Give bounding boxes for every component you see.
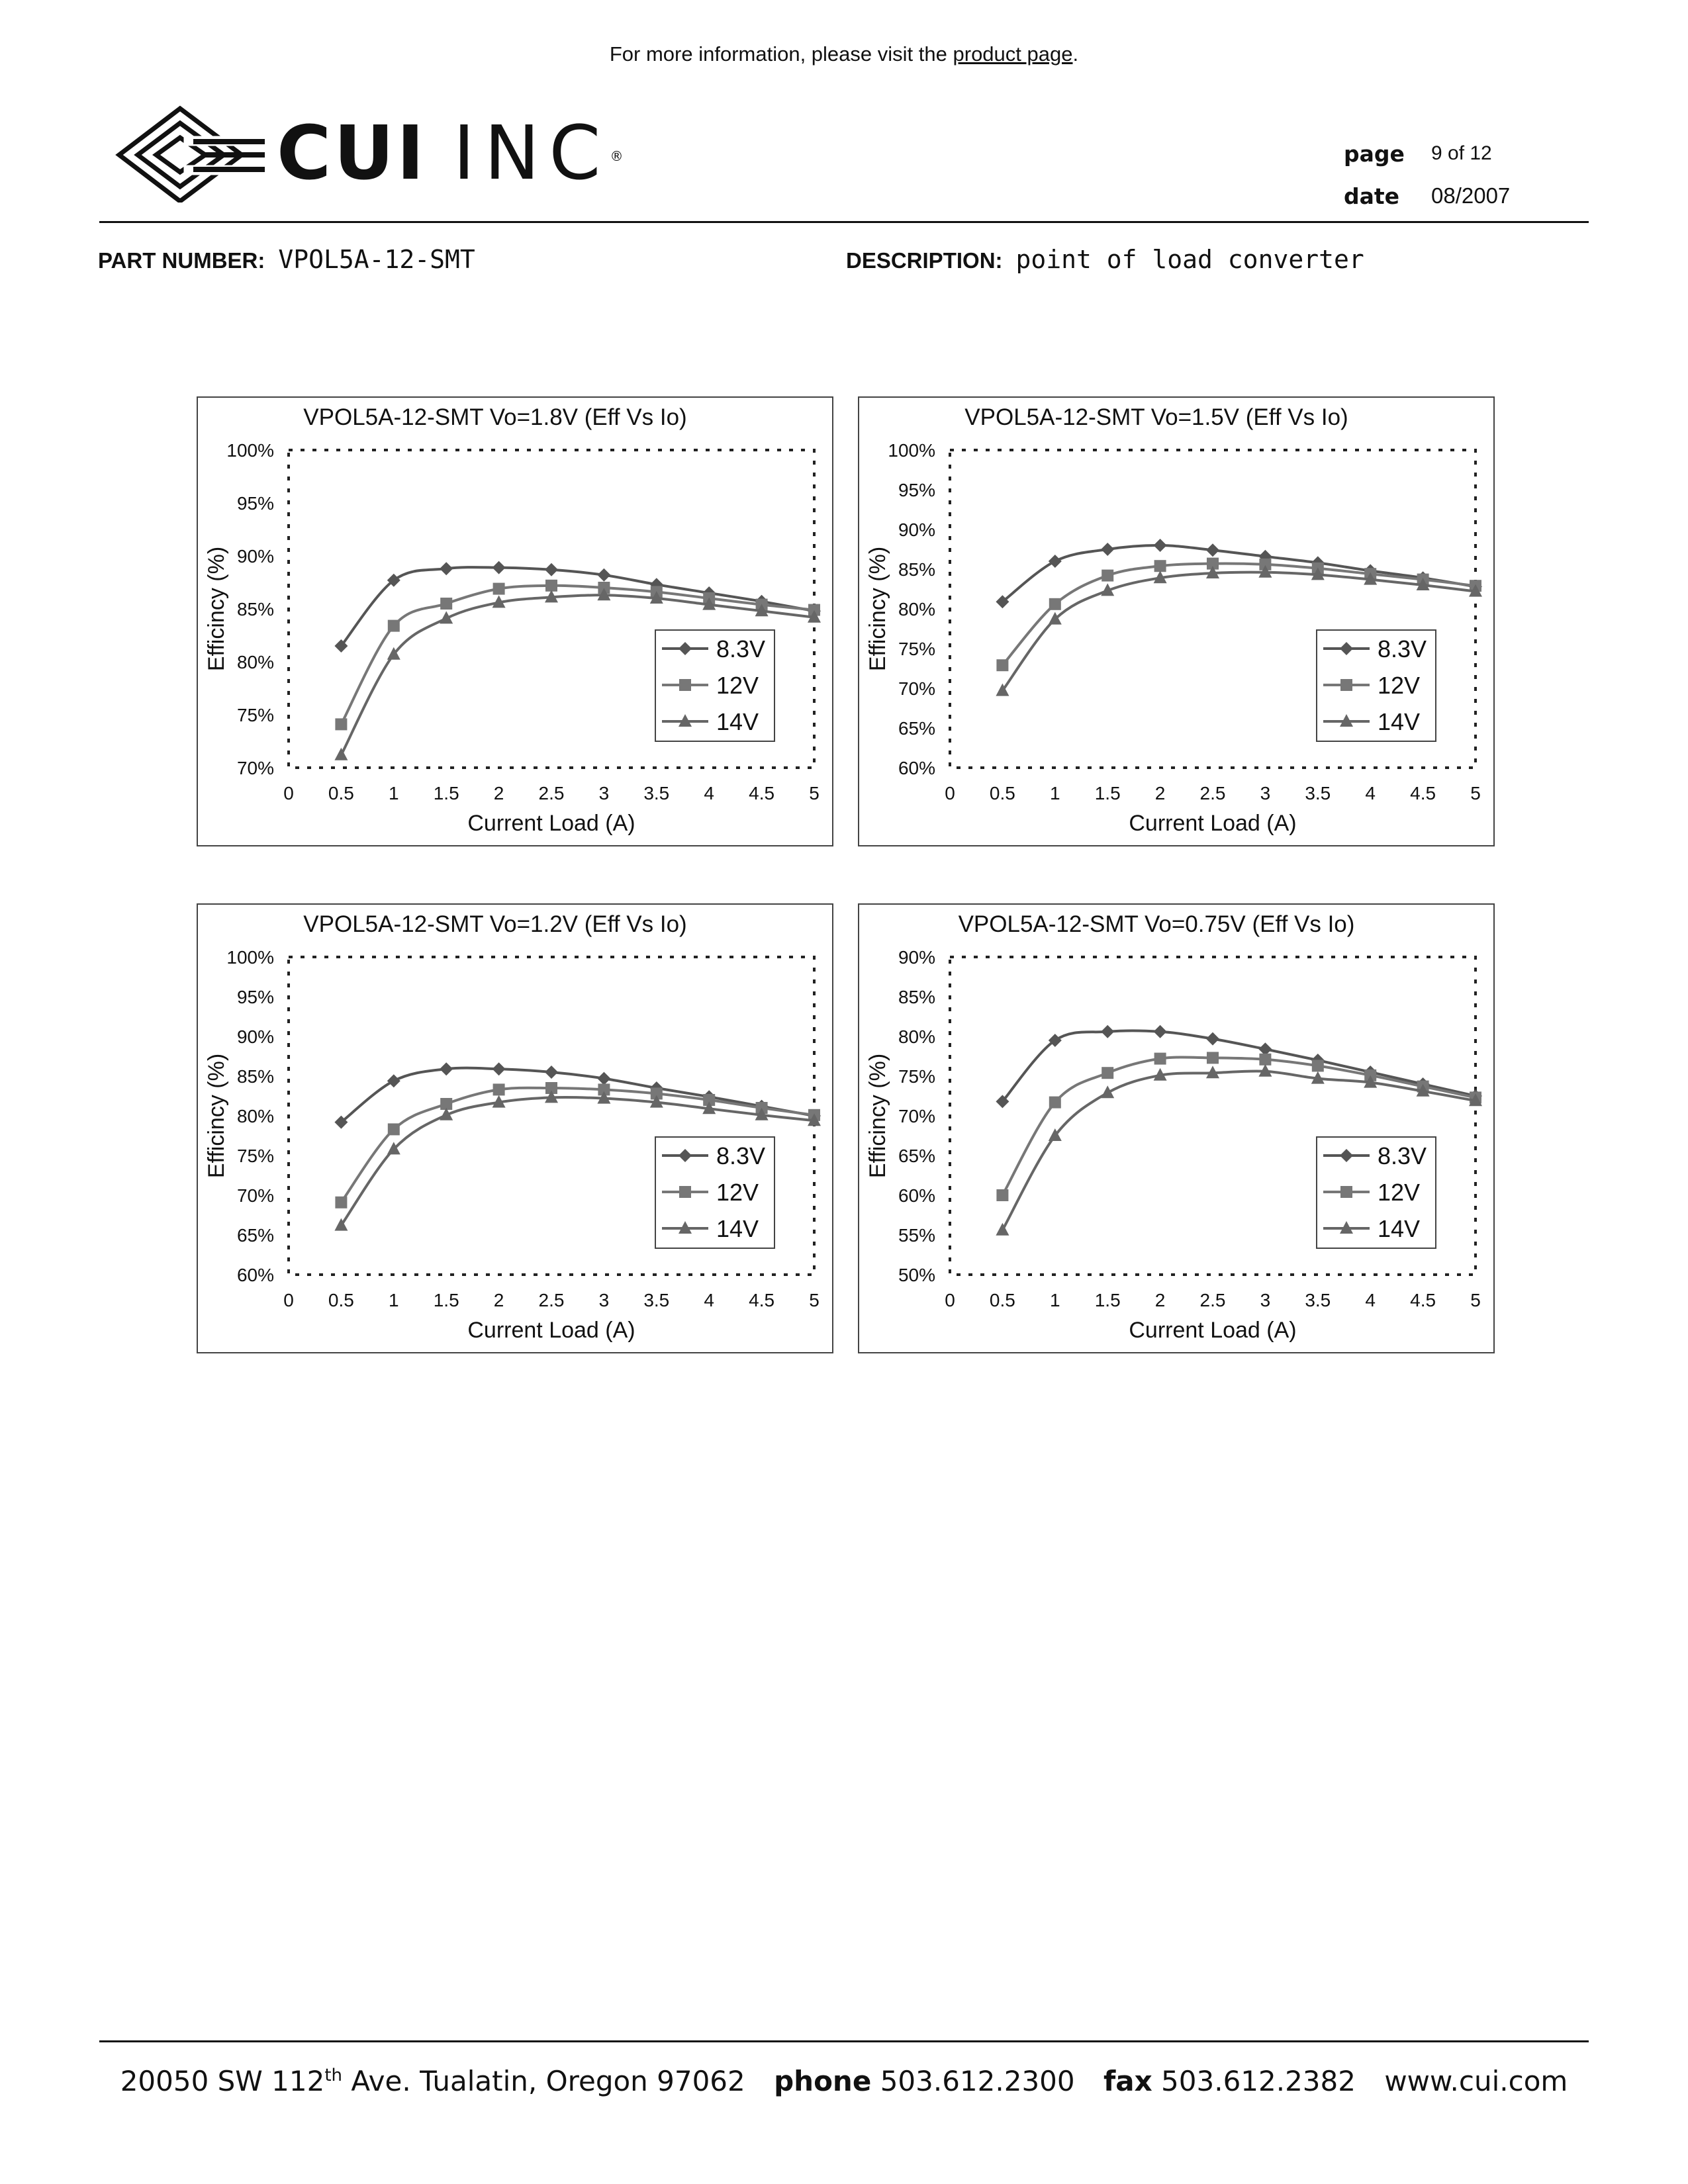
- brand-bold: CUI: [277, 111, 427, 197]
- x-tick-label: 2.5: [538, 1290, 565, 1310]
- x-tick-label: 4.5: [1410, 783, 1436, 803]
- chart-4: [859, 904, 1494, 1353]
- x-tick-label: 0: [945, 783, 955, 803]
- x-tick-label: 3: [598, 783, 610, 803]
- data-point: [1340, 1186, 1352, 1198]
- x-tick-label: 1: [389, 783, 399, 803]
- footer-city: Ave. Tualatin, Oregon 97062: [351, 2065, 745, 2097]
- x-axis-label: Current Load (A): [1129, 811, 1297, 836]
- y-tick-label: 85%: [236, 599, 274, 619]
- date-label: date: [1344, 183, 1400, 209]
- x-tick-label: 4: [1365, 1290, 1376, 1310]
- chart-title: VPOL5A-12-SMT Vo=0.75V (Eff Vs Io): [958, 911, 1355, 937]
- y-tick-label: 65%: [236, 1225, 274, 1246]
- legend: [655, 630, 774, 741]
- legend-label: 8.3V: [716, 1142, 766, 1169]
- y-tick-label: 100%: [226, 947, 274, 968]
- legend-label: 12V: [1378, 672, 1421, 699]
- y-axis-label: Efficincy (%): [865, 1053, 890, 1179]
- x-tick-label: 4.5: [749, 783, 775, 803]
- date-value: 08/2007: [1431, 183, 1511, 208]
- info-text: For more information, please visit the: [609, 42, 947, 66]
- x-tick-label: 1.5: [1094, 783, 1121, 803]
- y-tick-label: 55%: [898, 1225, 935, 1246]
- y-tick-label: 75%: [236, 705, 274, 725]
- chart-1: [197, 397, 833, 846]
- x-tick-label: 0.5: [989, 783, 1015, 803]
- data-point: [679, 1186, 691, 1198]
- data-point: [996, 659, 1008, 671]
- y-tick-label: 70%: [898, 1106, 935, 1126]
- y-axis-label: Efficincy (%): [865, 546, 890, 672]
- x-tick-label: 0.5: [989, 1290, 1015, 1310]
- y-tick-label: 60%: [898, 758, 935, 778]
- y-tick-label: 75%: [236, 1146, 274, 1166]
- legend-label: 12V: [716, 1179, 759, 1206]
- x-tick-label: 2: [1154, 783, 1166, 803]
- x-tick-label: 5: [1470, 1290, 1481, 1310]
- data-point: [1154, 560, 1166, 572]
- x-tick-label: 3: [598, 1290, 610, 1310]
- y-tick-label: 80%: [898, 599, 935, 619]
- y-tick-label: 70%: [898, 678, 935, 699]
- data-point: [1154, 1053, 1166, 1065]
- chart-3: [197, 904, 833, 1353]
- footer-phone: 503.612.2300: [880, 2065, 1075, 2097]
- x-tick-label: 4: [704, 1290, 714, 1310]
- x-tick-label: 0.5: [328, 783, 354, 803]
- x-tick-label: 4.5: [1410, 1290, 1436, 1310]
- part-number-value: VPOL5A-12-SMT: [278, 245, 475, 274]
- legend-label: 12V: [716, 672, 759, 699]
- x-tick-label: 1: [389, 1290, 399, 1310]
- x-tick-label: 0.5: [328, 1290, 354, 1310]
- x-tick-label: 0: [283, 783, 294, 803]
- legend-label: 14V: [716, 708, 759, 735]
- data-point: [1049, 1097, 1061, 1109]
- legend-label: 8.3V: [1378, 635, 1427, 662]
- x-tick-label: 2: [1154, 1290, 1166, 1310]
- data-point: [1312, 1060, 1324, 1071]
- legend-label: 14V: [716, 1215, 759, 1242]
- x-axis-label: Current Load (A): [467, 1318, 635, 1343]
- x-tick-label: 2.5: [538, 783, 565, 803]
- product-page-link[interactable]: product page: [953, 42, 1073, 66]
- chart-frame: [859, 397, 1494, 846]
- y-tick-label: 95%: [236, 987, 274, 1007]
- data-point: [1049, 598, 1061, 610]
- x-tick-label: 2: [493, 783, 504, 803]
- data-point: [996, 1189, 1008, 1201]
- legend: [655, 1137, 774, 1248]
- legend-label: 8.3V: [716, 635, 766, 662]
- part-number-label: PART NUMBER:: [98, 248, 265, 273]
- x-tick-label: 3.5: [1305, 783, 1331, 803]
- y-tick-label: 60%: [236, 1265, 274, 1285]
- y-tick-label: 75%: [898, 1066, 935, 1087]
- y-tick-label: 85%: [898, 987, 935, 1007]
- page-label: page: [1344, 140, 1405, 167]
- y-axis-label: Efficincy (%): [204, 1053, 229, 1179]
- y-tick-label: 70%: [236, 758, 274, 778]
- legend-label: 14V: [1378, 708, 1421, 735]
- footer-address: [0, 2065, 1688, 2097]
- x-tick-label: 0: [283, 1290, 294, 1310]
- y-tick-label: 95%: [898, 480, 935, 500]
- data-point: [440, 598, 452, 610]
- x-tick-label: 4.5: [749, 1290, 775, 1310]
- x-tick-label: 1.5: [1094, 1290, 1121, 1310]
- brand-light: INC: [453, 111, 610, 197]
- data-point: [1207, 1052, 1219, 1064]
- y-tick-label: 80%: [236, 652, 274, 672]
- data-point: [1102, 570, 1113, 582]
- data-point: [1259, 1054, 1271, 1066]
- legend-label: 12V: [1378, 1179, 1421, 1206]
- data-point: [1340, 679, 1352, 691]
- registered-mark: ®: [610, 148, 626, 164]
- footer-fax-label: fax: [1103, 2065, 1152, 2097]
- chart-frame: [197, 904, 833, 1353]
- y-tick-label: 80%: [898, 1026, 935, 1047]
- footer-rule: [99, 2040, 1589, 2042]
- footer-phone-label: phone: [774, 2065, 872, 2097]
- x-tick-label: 4: [1365, 783, 1376, 803]
- x-tick-label: 2.5: [1199, 1290, 1226, 1310]
- data-point: [388, 620, 400, 632]
- x-tick-label: 5: [809, 783, 820, 803]
- data-point: [679, 679, 691, 691]
- y-tick-label: 95%: [236, 493, 274, 514]
- chart-title: VPOL5A-12-SMT Vo=1.5V (Eff Vs Io): [964, 404, 1348, 430]
- chart-frame: [859, 904, 1494, 1353]
- x-tick-label: 3.5: [643, 783, 670, 803]
- y-tick-label: 90%: [236, 1026, 274, 1047]
- data-point: [493, 583, 505, 595]
- x-axis-label: Current Load (A): [1129, 1318, 1297, 1343]
- x-tick-label: 3.5: [1305, 1290, 1331, 1310]
- chart-2: [859, 397, 1494, 846]
- y-tick-label: 90%: [898, 520, 935, 540]
- x-tick-label: 3.5: [643, 1290, 670, 1310]
- y-tick-label: 100%: [226, 440, 274, 461]
- data-point: [335, 1197, 347, 1208]
- x-tick-label: 5: [1470, 783, 1481, 803]
- legend-label: 14V: [1378, 1215, 1421, 1242]
- chart-frame: [197, 397, 833, 846]
- data-point: [335, 718, 347, 730]
- y-tick-label: 90%: [898, 947, 935, 968]
- legend-label: 8.3V: [1378, 1142, 1427, 1169]
- x-tick-label: 2.5: [1199, 783, 1226, 803]
- y-tick-label: 65%: [898, 1146, 935, 1166]
- y-tick-label: 65%: [898, 718, 935, 739]
- y-tick-label: 90%: [236, 546, 274, 567]
- y-tick-label: 85%: [236, 1066, 274, 1087]
- legend: [1317, 630, 1436, 741]
- x-tick-label: 3: [1260, 783, 1271, 803]
- y-tick-label: 80%: [236, 1106, 274, 1126]
- y-tick-label: 75%: [898, 639, 935, 659]
- footer-street-sup: th: [324, 2066, 343, 2085]
- description-label: DESCRIPTION:: [846, 248, 1003, 273]
- y-tick-label: 70%: [236, 1185, 274, 1206]
- footer-web[interactable]: www.cui.com: [1384, 2065, 1568, 2097]
- page-value: 9 of 12: [1431, 142, 1492, 164]
- y-tick-label: 100%: [888, 440, 935, 461]
- x-tick-label: 1: [1050, 1290, 1060, 1310]
- data-point: [388, 1123, 400, 1135]
- x-tick-label: 3: [1260, 1290, 1271, 1310]
- data-point: [545, 580, 557, 592]
- chart-title: VPOL5A-12-SMT Vo=1.8V (Eff Vs Io): [303, 404, 687, 430]
- x-tick-label: 2: [493, 1290, 504, 1310]
- x-tick-label: 5: [809, 1290, 820, 1310]
- x-tick-label: 4: [704, 783, 714, 803]
- x-tick-label: 1.5: [433, 1290, 459, 1310]
- y-tick-label: 50%: [898, 1265, 935, 1285]
- y-axis-label: Efficincy (%): [204, 546, 229, 672]
- x-tick-label: 1: [1050, 783, 1060, 803]
- y-tick-label: 85%: [898, 559, 935, 580]
- info-end: .: [1072, 42, 1079, 66]
- footer-street: 20050 SW 112: [120, 2065, 325, 2097]
- x-tick-label: 0: [945, 1290, 955, 1310]
- x-axis-label: Current Load (A): [467, 811, 635, 836]
- chart-title: VPOL5A-12-SMT Vo=1.2V (Eff Vs Io): [303, 911, 687, 937]
- y-tick-label: 60%: [898, 1185, 935, 1206]
- data-point: [493, 1083, 505, 1095]
- x-tick-label: 1.5: [433, 783, 459, 803]
- data-point: [1102, 1067, 1113, 1079]
- legend: [1317, 1137, 1436, 1248]
- footer-fax: 503.612.2382: [1161, 2065, 1356, 2097]
- description-value: point of load converter: [1015, 245, 1364, 274]
